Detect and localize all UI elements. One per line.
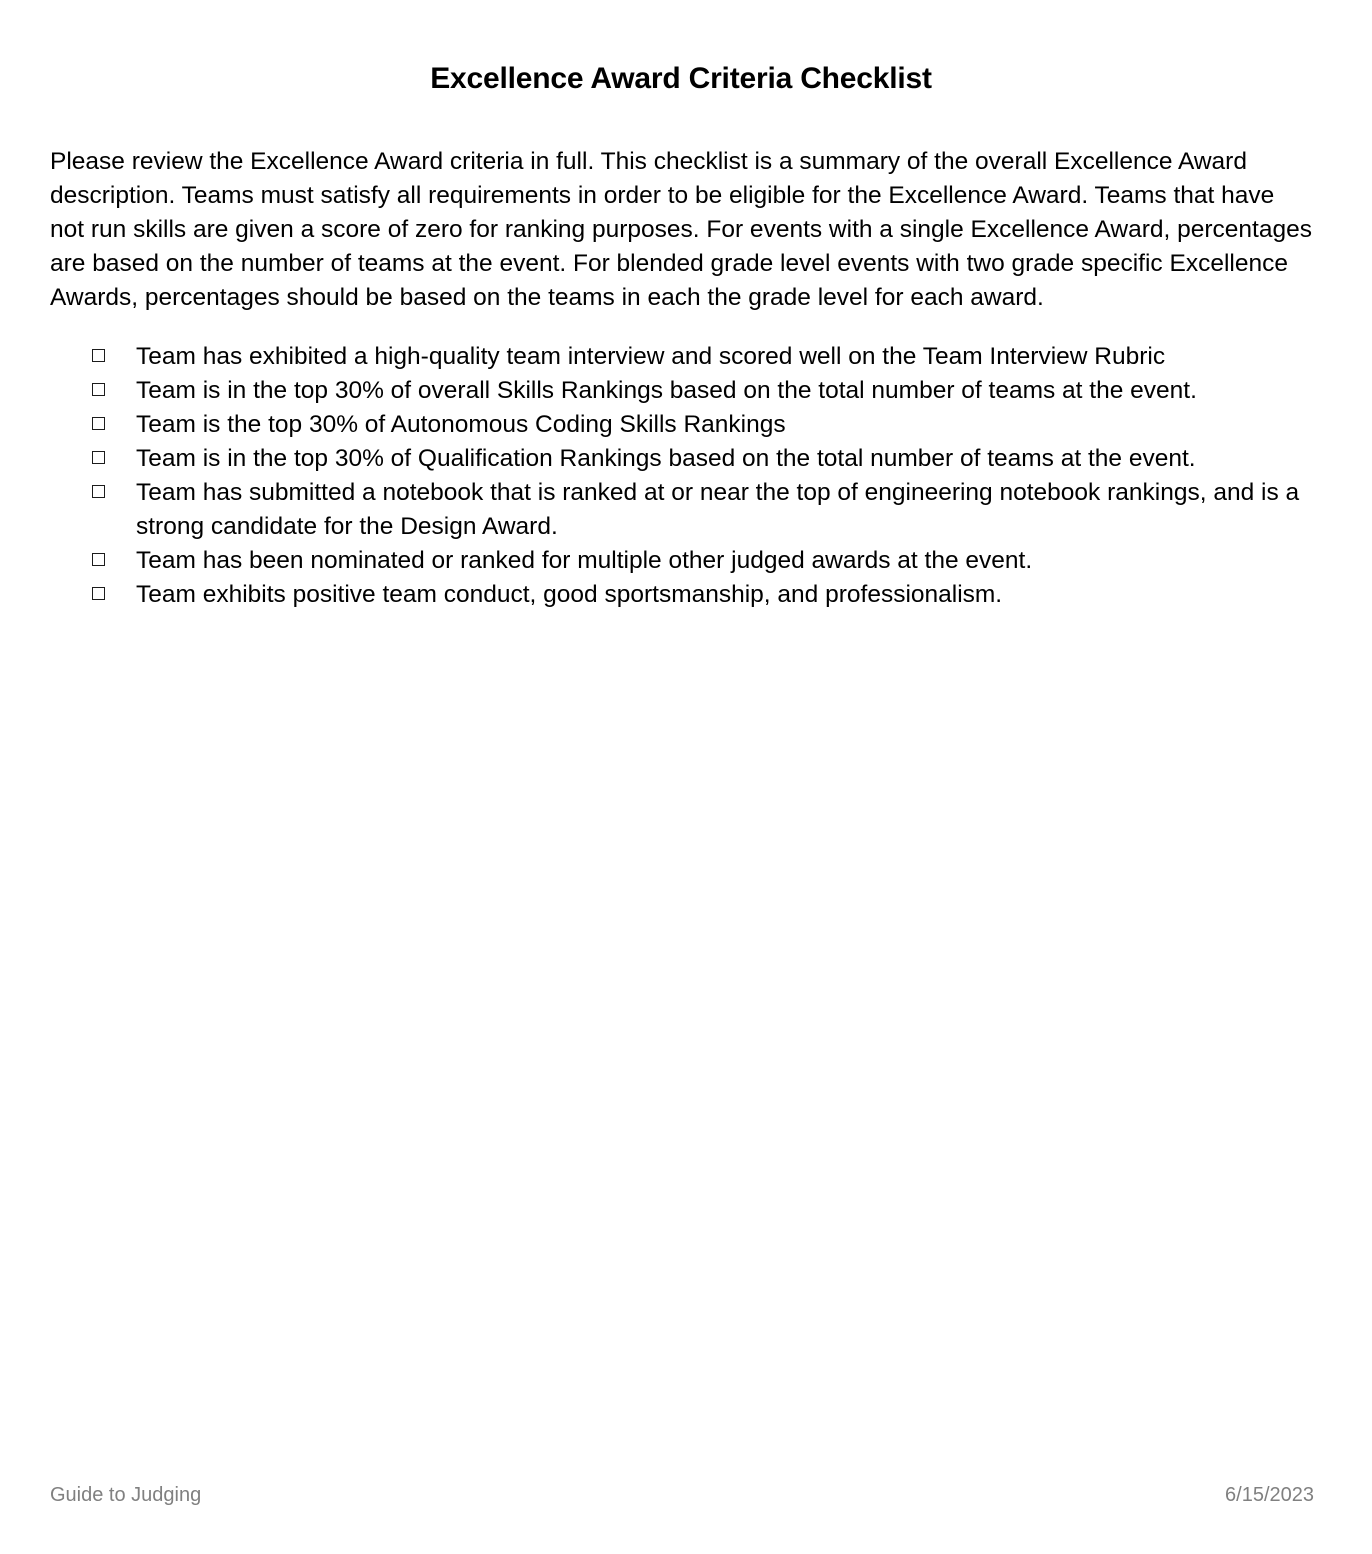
criteria-checklist xyxy=(50,340,1313,612)
list-item[interactable] xyxy=(50,476,1313,544)
unchecked-checkbox-icon[interactable] xyxy=(92,553,105,566)
unchecked-checkbox-icon[interactable] xyxy=(92,349,105,362)
unchecked-checkbox-icon[interactable] xyxy=(92,383,105,396)
unchecked-checkbox-icon[interactable] xyxy=(92,485,105,498)
list-item[interactable] xyxy=(50,374,1313,408)
footer-document-name: Guide to Judging xyxy=(50,1484,202,1506)
list-item-label: Team is the top 30% of Autonomous Coding Skills Rankings xyxy=(136,411,786,438)
unchecked-checkbox-icon[interactable] xyxy=(92,417,105,430)
intro-paragraph: Please review the Excellence Award criteria in full. This checklist is a summary of the overall Excellence Award description. Teams must satisfy all requirements in order to be eligible for the Excellence Award. Teams that have not run skills are given a score of zero for ranking purposes. For events with a single Excellence Award, percentages are based on the number of teams at the event. For blended grade level events with two grade specific Excellence Awards, percentages should be based on the teams in each the grade level for each award. xyxy=(50,147,1312,311)
list-item-label: Team exhibits positive team conduct, good sportsmanship, and professionalism. xyxy=(136,581,1003,608)
list-item-label: Team is in the top 30% of overall Skills Rankings based on the total number of teams at the event. xyxy=(136,377,1197,404)
footer-date: 6/15/2023 xyxy=(1225,1484,1314,1506)
list-item[interactable] xyxy=(50,578,1313,612)
unchecked-checkbox-icon[interactable] xyxy=(92,451,105,464)
list-item[interactable] xyxy=(50,544,1313,578)
page-title: Excellence Award Criteria Checklist xyxy=(430,62,932,96)
unchecked-checkbox-icon[interactable] xyxy=(92,587,105,600)
list-item-label: Team has exhibited a high-quality team interview and scored well on the Team Interview Rubric xyxy=(136,343,1166,370)
list-item[interactable] xyxy=(50,442,1313,476)
list-item-label: Team has submitted a notebook that is ranked at or near the top of engineering notebook rankings, and is a strong candidate for the Design Award. xyxy=(136,479,1300,540)
list-item[interactable] xyxy=(50,340,1313,374)
list-item-label: Team is in the top 30% of Qualification Rankings based on the total number of teams at the event. xyxy=(136,445,1196,472)
list-item-label: Team has been nominated or ranked for multiple other judged awards at the event. xyxy=(136,547,1033,574)
page-footer xyxy=(50,1482,1314,1508)
list-item[interactable] xyxy=(50,408,1313,442)
